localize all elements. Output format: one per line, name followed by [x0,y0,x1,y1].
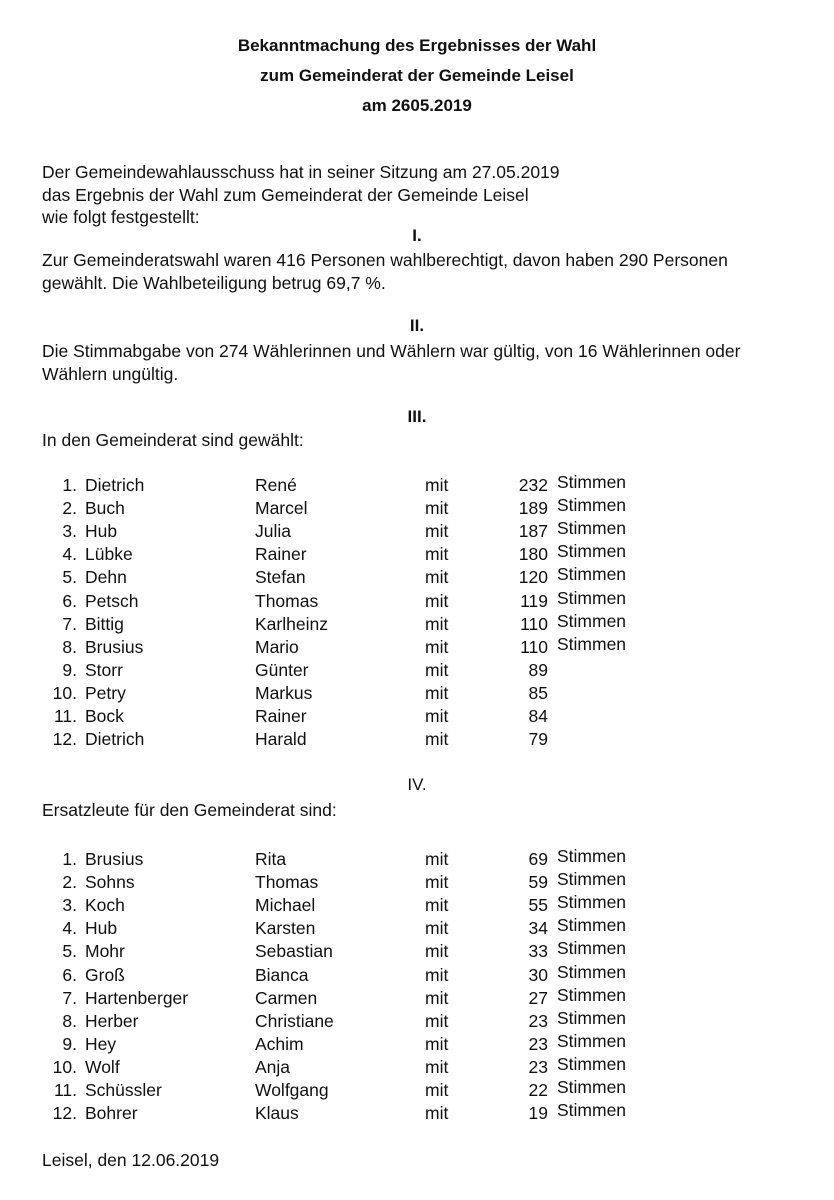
vote-count: 119 [520,590,548,611]
votes-unit: Stimmen [557,541,627,562]
mit-label: mit [425,1103,449,1124]
given-name: Karsten [255,918,316,939]
vote-count: 110 [520,613,548,634]
list-item [0,520,834,543]
votes-unit: Stimmen [557,915,627,936]
mit-label: mit [425,521,449,542]
rank-number: 6. [62,590,77,611]
mit-label: mit [425,918,449,939]
vote-count: 110 [520,636,548,657]
votes-unit: Stimmen [557,564,627,585]
rank-number: 9. [62,659,77,680]
mit-label: mit [425,729,449,750]
rank-number: 6. [62,964,77,985]
rank-number: 3. [62,521,77,542]
given-name: Thomas [255,872,319,893]
given-name: Karlheinz [255,613,328,634]
given-name: Anja [255,1056,291,1077]
title-line-2: zum Gemeinderat der Gemeinde Leisel [260,66,574,85]
list-item [0,894,834,917]
surname: Bohrer [85,1103,138,1124]
vote-count: 180 [518,544,548,565]
list-item [0,848,834,871]
section-2-heading: II. [409,316,425,335]
rank-number: 12. [52,1103,77,1124]
section-1-text: Zur Gemeinderatswahl waren 416 Personen wahlberechtigt, davon haben 290 Personen gewählt. Die Wahlbeteiligung betrug 69,7 %. [42,250,728,293]
votes-unit: Stimmen [557,1053,627,1074]
section-3-intro: In den Gemeinderat sind gewählt: [42,430,304,450]
list-item [0,1053,834,1079]
rank-number: 7. [62,613,77,634]
surname: Hub [85,918,118,939]
section-4-heading: IV. [407,775,427,794]
title-line-1: Bekanntmachung des Ergebnisses der Wahl [237,36,597,55]
rank-number: 10. [52,1056,77,1077]
section-1-heading: I. [412,226,422,245]
rank-number: 2. [62,872,77,893]
vote-count: 19 [528,1103,548,1124]
surname: Koch [85,895,125,916]
votes-unit: Stimmen [557,1100,627,1121]
place-date: Leisel, den 12.06.2019 [42,1150,220,1170]
vote-count: 55 [528,895,548,916]
rank-number: 12. [52,729,77,750]
given-name: Günter [255,659,309,680]
rank-number: 11. [53,1080,77,1100]
mit-label: mit [425,1033,449,1054]
rank-number: 10. [52,682,77,703]
vote-count: 85 [528,682,548,703]
intro-paragraph: Der Gemeindewahlausschuss hat in seiner Sitzung am 27.05.2019 das Ergebnis der Wahl zum Gemeinderat der Gemeinde Leisel wie folgt festgestellt: [42,162,560,227]
rank-number: 8. [62,1010,77,1031]
rank-number: 11. [53,706,77,726]
title-line-3: am 2605.2019 [362,96,472,115]
votes-unit: Stimmen [557,633,627,654]
section-2-text: Die Stimmabgabe von 274 Wählerinnen und Wählern war gültig, von 16 Wählerinnen oder Wählern ungültig. [42,341,741,384]
vote-count: 23 [528,1010,548,1031]
votes-unit: Stimmen [557,961,627,982]
surname: Storr [85,659,123,680]
given-name: Sebastian [255,941,333,962]
votes-unit: Stimmen [557,1030,627,1051]
mit-label: mit [425,590,449,611]
rank-number: 7. [62,987,77,1008]
rank-number: 1. [62,475,77,495]
surname: Groß [85,964,125,985]
surname: Wolf [85,1056,120,1077]
mit-label: mit [425,544,449,565]
section-4-intro: Ersatzleute für den Gemeinderat sind: [42,800,337,820]
given-name: Christiane [255,1010,334,1031]
surname: Petry [85,682,126,703]
vote-count: 232 [518,475,548,495]
surname: Dietrich [85,729,145,750]
list-item [0,566,834,589]
list-item [0,659,834,682]
list-item [0,1079,834,1102]
vote-count: 34 [528,918,548,939]
given-name: René [255,475,297,495]
votes-unit: Stimmen [557,846,627,866]
vote-count: 84 [528,706,548,726]
mit-label: mit [425,1080,449,1100]
list-item [0,1102,834,1125]
rank-number: 9. [62,1033,77,1054]
vote-count: 89 [528,659,548,680]
vote-count: 79 [528,729,548,750]
votes-unit: Stimmen [557,610,627,631]
given-name: Rita [255,849,287,869]
given-name: Klaus [255,1103,299,1124]
vote-count: 59 [528,872,548,893]
mit-label: mit [425,987,449,1008]
votes-unit: Stimmen [557,1077,627,1097]
mit-label: mit [425,895,449,916]
vote-count: 23 [528,1056,548,1077]
mit-label: mit [425,659,449,680]
list-item [0,1030,834,1056]
vote-count: 30 [528,964,548,985]
given-name: Michael [255,895,316,916]
surname: Petsch [85,590,139,611]
mit-label: mit [425,706,449,726]
list-item [0,610,834,636]
surname: Hub [85,521,118,542]
mit-label: mit [425,1010,449,1031]
rank-number: 5. [62,941,77,962]
surname: Mohr [85,941,125,962]
list-item [0,728,834,751]
vote-count: 23 [528,1033,548,1054]
rank-number: 5. [62,567,77,588]
mit-label: mit [425,941,449,962]
votes-unit: Stimmen [557,495,627,516]
votes-unit: Stimmen [557,1007,627,1028]
given-name: Thomas [255,590,319,611]
votes-unit: Stimmen [557,984,627,1005]
list-item [0,984,834,1010]
votes-unit: Stimmen [557,938,627,959]
mit-label: mit [425,636,449,657]
list-item [0,633,834,659]
list-item [0,871,834,894]
mit-label: mit [425,682,449,703]
list-item [0,940,834,963]
vote-count: 27 [528,987,548,1008]
given-name: Carmen [255,987,318,1008]
list-item [0,1007,834,1033]
given-name: Stefan [255,567,306,588]
vote-count: 33 [528,941,548,962]
vote-count: 189 [518,498,548,519]
given-name: Marcel [255,498,308,519]
surname: Dehn [85,567,127,588]
given-name: Rainer [255,706,307,726]
list-item [0,543,834,566]
given-name: Achim [255,1033,304,1054]
votes-unit: Stimmen [557,587,627,608]
list-item [0,917,834,940]
surname: Buch [85,498,125,519]
surname: Herber [85,1010,139,1031]
mit-label: mit [425,849,449,869]
list-item [0,587,834,613]
list-item [0,682,834,705]
list-item [0,961,834,987]
given-name: Wolfgang [255,1080,329,1100]
list-item [0,705,834,728]
surname: Brusius [85,849,144,869]
given-name: Markus [255,682,313,703]
surname: Bock [85,706,124,726]
given-name: Mario [255,636,299,657]
mit-label: mit [425,567,449,588]
votes-unit: Stimmen [557,518,627,539]
rank-number: 4. [62,918,77,939]
list-item [0,474,834,497]
vote-count: 120 [518,567,548,588]
section-3-heading: III. [407,407,427,426]
surname: Schüssler [85,1080,162,1100]
given-name: Harald [255,729,307,750]
surname: Sohns [85,872,135,893]
surname: Hey [85,1033,117,1054]
rank-number: 1. [62,849,77,869]
surname: Lübke [85,544,133,565]
vote-count: 187 [518,521,548,542]
mit-label: mit [425,1056,449,1077]
rank-number: 3. [62,895,77,916]
mit-label: mit [425,964,449,985]
rank-number: 4. [62,544,77,565]
given-name: Bianca [255,964,309,985]
rank-number: 2. [62,498,77,519]
vote-count: 22 [528,1080,548,1100]
surname: Brusius [85,636,144,657]
surname: Dietrich [85,475,145,495]
given-name: Julia [255,521,291,542]
votes-unit: Stimmen [557,892,627,913]
given-name: Rainer [255,544,307,565]
rank-number: 8. [62,636,77,657]
votes-unit: Stimmen [557,472,627,492]
mit-label: mit [425,613,449,634]
vote-count: 69 [528,849,548,869]
mit-label: mit [425,498,449,519]
surname: Bittig [85,613,124,634]
mit-label: mit [425,872,449,893]
mit-label: mit [425,475,449,495]
list-item [0,497,834,520]
votes-unit: Stimmen [557,869,627,890]
surname: Hartenberger [85,987,189,1008]
